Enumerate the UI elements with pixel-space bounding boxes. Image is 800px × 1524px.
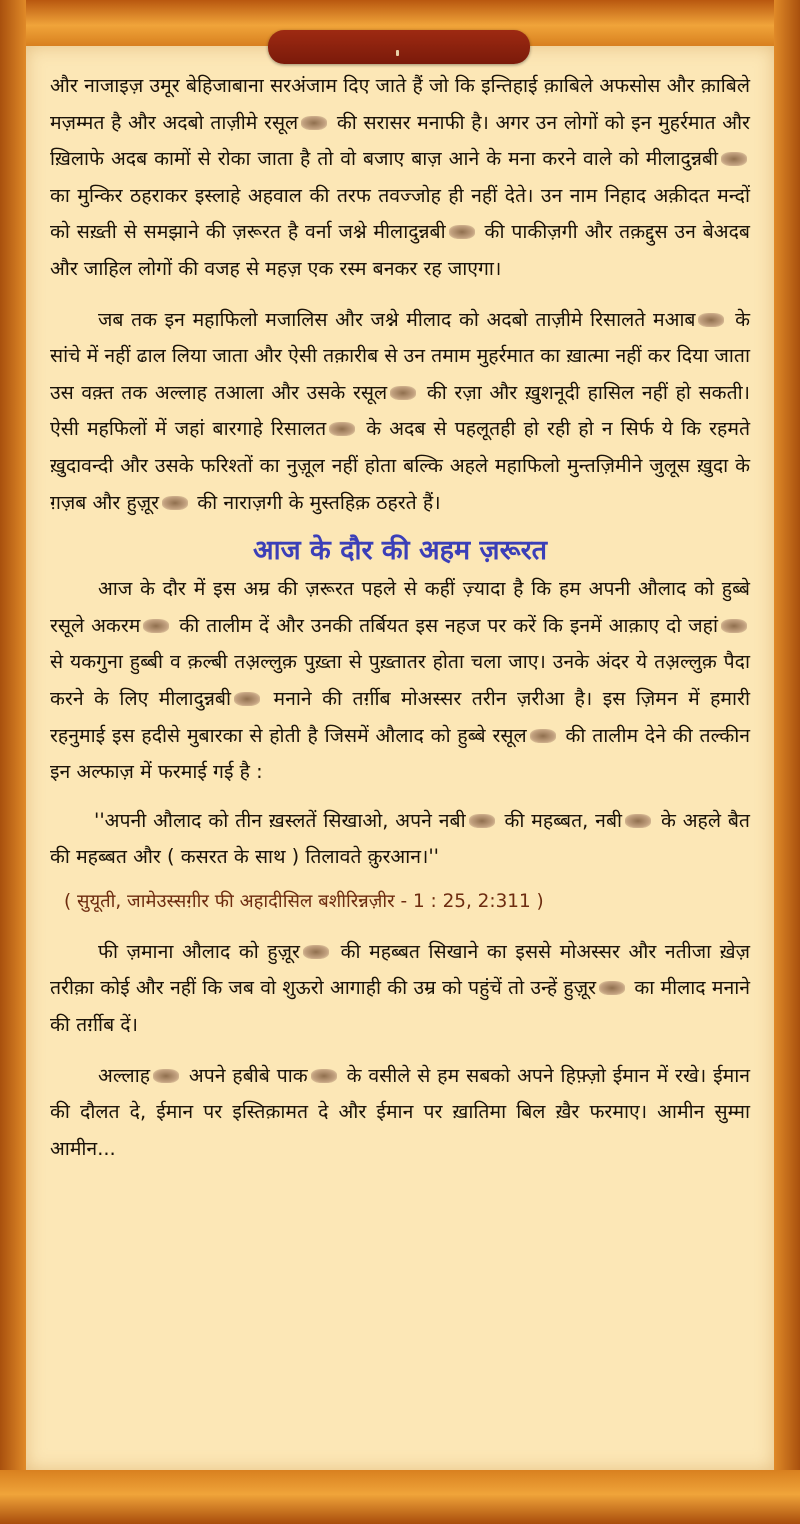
decorative-border-right xyxy=(774,0,800,1524)
paragraph-3: आज के दौर में इस अम्र की ज़रूरत पहले से कहीं ज़्यादा है कि हम अपनी औलाद को हुब्बे रसूले अकरम की तालीम दें और उनकी तर्बियत इस नहज पर करें कि इनमें आक़ाए दो जहां से यकगुना हुब्बी व क़ल्बी तअ़ल्लुक़ पुख़्ता से पुख़्तातर होता चला जाए। उनके अंदर ये तअ़ल्लुक़ पैदा करने के लिए मीलादुन्नबी मनाने की तर्ग़ीब मोअस्सर तरीन ज़रीआ है। इस ज़िमन में हमारी रहनुमाई इस हदीसे मुबारका से होती है जिसमें औलाद को हुब्बे रसूल की तालीम देने की तल्कीन इन अल्फाज़ में फरमाई गई है : xyxy=(50,577,751,784)
page-body xyxy=(26,46,774,1470)
paragraph-1: और नाजाइज़ उमूर बेहिजाबाना सरअंजाम दिए जाते हैं जो कि इन्तिहाई क़ाबिले अफसोस और क़ाबिले मज़म्मत है और अदबो ताज़ीमे रसूल की सरासर मनाफी है। अगर उन लोगों को इन मुहर्रमात और ख़िलाफे अदब कामों से रोका जाता है तो वो बजाए बाज़ आने के मना करने वाले को मीलादुन्नबी का मुन्किर ठहराकर इस्लाहे अहवाल की तरफ तवज्जोह ही नहीं देते। उन नाम निहाद अक़ीदत मन्दों को सख़्ती से समझाने की ज़रूरत है वर्ना जश्ने मीलादुन्नबी की पाकीज़गी और तक़द्दुस उन बेअदब और जाहिल लोगों की वजह से महज़ एक रस्म बनकर रह जाएगा। xyxy=(50,74,750,280)
salawat-icon xyxy=(599,981,625,995)
azza-wa-jalla-icon xyxy=(153,1069,179,1083)
paragraph-5: अल्लाह अपने हबीबे पाक के वसीले से हम सबको अपने हिफ़्ज़ो ईमान में रखे। ईमान की दौलत दे, ईमान पर इस्तिक़ामत दे और ईमान पर ख़ातिमा बिल ख़ैर फरमाए। आमीन सुम्मा आमीन... xyxy=(50,1063,750,1160)
paragraph-2: जब तक इन महाफिलो मजालिस और जश्ने मीलाद को अदबो ताज़ीमे रिसालते मआब के सांचे में नहीं ढाल लिया जाता और ऐसी तक़ारीब से उन तमाम मुहर्रमात का ख़ात्मा नहीं कर दिया जाता उस वक़्त तक अल्लाह तआला और उसके रसूल की रज़ा और ख़ुशनूदी हासिल नहीं हो सकती। ऐसी महफिलों में जहां बारगाहे रिसालत के अदब से पहलूतही हो रही हो न सिर्फ ये कि रहमते ख़ुदावन्दी और उसके फरिश्तों का नुज़ूल नहीं होता बल्कि अहले महाफिलो मुन्तज़िमीने जुलूस ख़ुदा के ग़ज़ब और हुज़ूर की नाराज़गी के मुस्तहिक़ ठहरते हैं। xyxy=(50,307,751,514)
salawat-icon xyxy=(449,225,475,239)
header-mark xyxy=(396,50,399,56)
salawat-icon xyxy=(530,729,556,743)
header-tab xyxy=(268,30,530,64)
salawat-icon xyxy=(469,814,495,828)
salawat-icon xyxy=(303,945,329,959)
salawat-icon xyxy=(234,692,260,706)
decorative-border-left xyxy=(0,0,26,1524)
salawat-icon xyxy=(625,814,651,828)
decorative-border-bottom xyxy=(0,1470,800,1524)
section-heading: आज के दौर की अहम ज़रूरत xyxy=(252,535,548,567)
hadith-quote: ''अपनी औलाद को तीन ख़स्लतें सिखाओ, अपने नबी की महब्बत, नबी के अहले बैत की महब्बत और ( कसरत के साथ ) तिलावते क़ुरआन।'' xyxy=(50,808,750,869)
paragraph-4: फी ज़माना औलाद को हुज़ूर की महब्बत सिखाने का इससे मोअस्सर और नतीजा ख़ेज़ तरीक़ा कोई और नहीं कि जब वो शुऊरो आगाही की उम्र को पहुंचें तो उन्हें हुज़ूर का मीलाद मनाने की तर्ग़ीब दें। xyxy=(50,939,751,1037)
article-text xyxy=(50,68,750,1167)
salawat-icon xyxy=(162,496,188,510)
salawat-icon xyxy=(721,619,747,633)
salawat-icon xyxy=(311,1069,337,1083)
salawat-icon xyxy=(390,386,416,400)
salawat-icon xyxy=(143,619,169,633)
salawat-icon xyxy=(329,422,355,436)
salawat-icon xyxy=(698,313,724,327)
citation: ( सुयूती, जामेउस्सग़ीर फी अहादीसिल बशीरिन्नज़ीर - 1 : 25, 2:311 ) xyxy=(64,890,544,912)
salawat-icon xyxy=(721,152,747,166)
salawat-icon xyxy=(301,116,327,130)
